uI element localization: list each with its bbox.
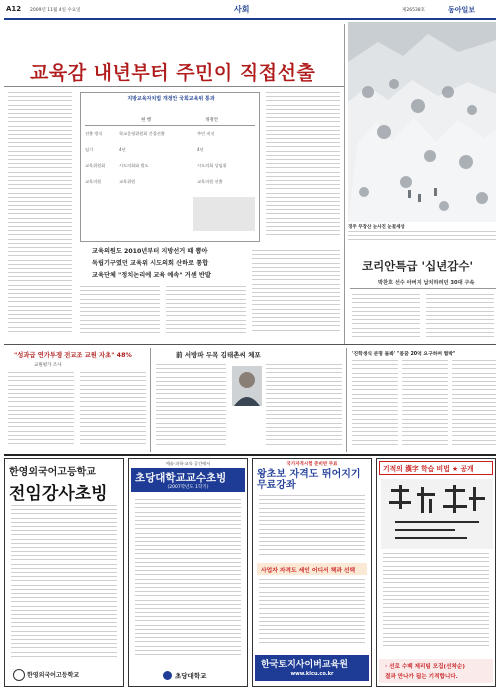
- story1-body-col3: [80, 286, 160, 338]
- ad2-title: 초당대학교교수초빙: [135, 472, 227, 484]
- story5-body-col2: [402, 360, 448, 450]
- story5-body-col3: [452, 360, 496, 450]
- ad1-logo-icon: [13, 669, 25, 681]
- story5-headline: '진학생식 분명 돌봐' "몸꿈 20억 요구하며 협박": [352, 352, 456, 357]
- page-number: A12: [6, 5, 22, 13]
- photo-caption-body: [348, 231, 496, 240]
- story4-body-col2: [266, 364, 342, 450]
- ad4-image-art: [381, 479, 493, 549]
- story4-portrait: [232, 366, 262, 406]
- story2-subhead: 박찬호 선수 아버지 납치하려던 30대 구속: [378, 280, 475, 286]
- story1-table-header-b: 개정안: [205, 118, 219, 123]
- story3-body-col1: [8, 372, 74, 450]
- ad3-mid: 사업자 자격도 세인 어디서 책과 선택: [261, 568, 356, 574]
- section-rule: [4, 344, 496, 345]
- ad1-title: 전임강사초빙: [9, 484, 108, 504]
- ad4-body: [383, 553, 489, 653]
- ad-chodang: [128, 458, 248, 687]
- story1-table-shade: [193, 197, 255, 231]
- ad2-subtitle: (2007학년도 1학기): [167, 485, 209, 490]
- story1-rule: [4, 86, 344, 87]
- ad1-footer: 한영외국어고등학교: [27, 672, 80, 679]
- portrait-art: [232, 366, 262, 406]
- column-divider: [344, 24, 345, 344]
- ad1-school: 한영외국어고등학교: [9, 467, 96, 478]
- ad1-body: [11, 505, 117, 665]
- story1-table-divider: [85, 125, 255, 126]
- ad4-footer-1: · 선로 수백 제리팀 모집(선착순): [385, 664, 465, 670]
- story1-body-col5: [252, 250, 340, 338]
- page-date: 2009년 11월 4일 수요일: [30, 8, 81, 13]
- ad-klcu: [252, 458, 372, 687]
- story3-headline: "성과급 연가투쟁 전교조 교원 자초" 48%: [14, 352, 132, 359]
- story4-body-col1: [156, 364, 226, 450]
- story5-body-col1: [352, 360, 398, 450]
- story3-body-col2: [80, 372, 146, 450]
- story1-body-col2: [266, 92, 340, 242]
- story2-body-col1: [352, 294, 420, 342]
- ad3-body-2: [259, 579, 365, 649]
- story2-headline: 코리안특급 '십년감수': [362, 259, 474, 273]
- ad2-logo-icon: [163, 671, 172, 680]
- masthead-rule: [4, 18, 496, 20]
- story1-callout-1: 교육의원도 2010년부터 지방선거 때 뽑아: [92, 248, 208, 255]
- story2-body-col2: [426, 294, 494, 342]
- table-row: 교육의원 교육위원 교육의원 선출: [85, 179, 223, 184]
- ads-rule: [4, 454, 496, 456]
- story4-headline: 前 서방파 두목 김태촌씨 체포: [176, 351, 261, 359]
- ad3-title: 왕초보 자격도 뛰어지기 무료강좌: [257, 469, 361, 491]
- story1-callout-3: 교육단체 "정치논리에 교육 예속" 거센 반발: [92, 272, 211, 279]
- story1-body-col4: [166, 286, 246, 338]
- issue-number: 제26538호: [402, 8, 426, 13]
- ad4-title: 기적의 漢字 학습 비법 ★ 공개: [383, 465, 474, 473]
- table-row: 선출 방식 학교운영위원회 간접선출 주민 직선: [85, 131, 215, 136]
- ad4-image: [381, 479, 493, 549]
- story2-rule: [350, 288, 496, 289]
- ad3-footer: 한국토지사이버교육원: [261, 660, 348, 670]
- ad2-footer: 초당대학교: [175, 672, 207, 680]
- story1-table-header-a: 현 행: [141, 118, 152, 123]
- mountain-photo-art: [348, 22, 496, 222]
- story1-body-col1: [8, 92, 72, 338]
- story1-table-title: 지방교육자치법 개정안 국회교육위 통과: [127, 96, 215, 102]
- ad2-body: [135, 499, 241, 665]
- mountain-photo: [348, 22, 496, 222]
- ad3-url: www.klcu.co.kr: [290, 671, 334, 677]
- ad3-top: 국가자격시험 준비반 무료: [286, 462, 338, 467]
- ad3-body-1: [259, 495, 365, 559]
- story1-callout-2: 독립기구였던 교육위 시도의회 산하로 통합: [92, 260, 209, 267]
- ad-hanja: [376, 458, 496, 687]
- photo-caption: [348, 224, 496, 244]
- ad2-top: 예술·과학·교육 공간에서: [165, 461, 211, 466]
- column-divider: [150, 348, 151, 452]
- paper-logo: 동아일보: [448, 6, 476, 14]
- section-name: 사회: [234, 5, 250, 14]
- table-row: 교육위원회 시도의회와 별도 시도의회 상임위: [85, 163, 227, 168]
- story3-kicker: 교원평가 조사: [34, 363, 62, 368]
- ad4-footer-2: 결과 만나가 됩는 기적합니다.: [385, 674, 458, 680]
- masthead: [0, 0, 500, 20]
- story1-headline: 교육감 내년부터 주민이 직접선출: [30, 62, 316, 84]
- column-divider: [346, 348, 347, 452]
- table-row: 임기 4년 4년: [85, 147, 204, 152]
- story1-table: [80, 92, 260, 242]
- photo-caption-title: 경주 무장산 눈사진 눈꽃세상: [348, 225, 405, 230]
- ad-hanyoung: [4, 458, 124, 687]
